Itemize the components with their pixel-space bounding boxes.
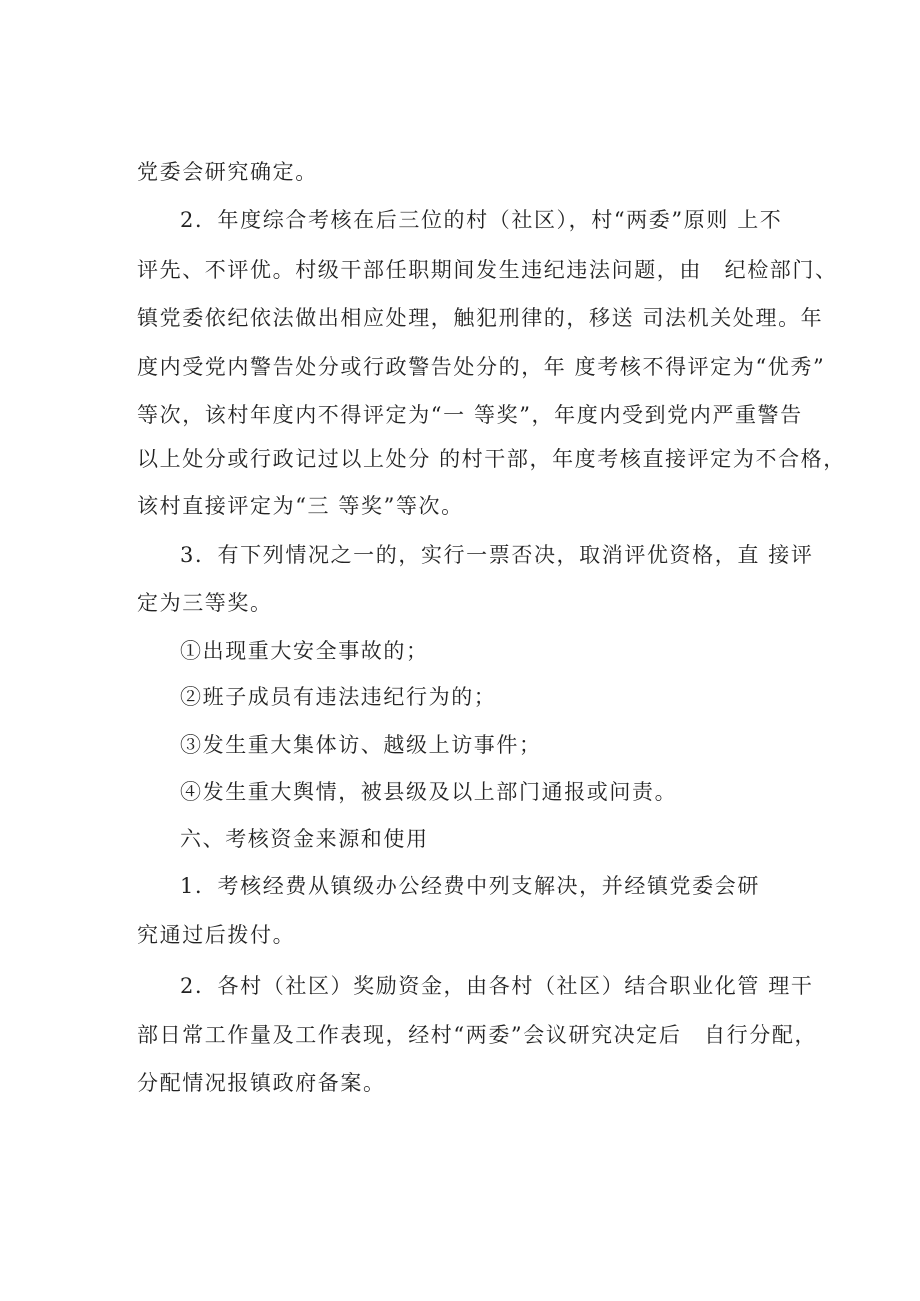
- paragraph-line: 镇党委依纪依法做出相应处理，触犯刑律的，移送 司法机关处理。年: [137, 306, 824, 330]
- paragraph-line: 以上处分或行政记过以上处分 的村干部，年度考核直接评定为不合格，: [137, 447, 846, 471]
- paragraph-line: 评先、不评优。村级干部任职期间发生违纪违法问题，由 纪检部门、: [137, 258, 838, 282]
- paragraph-line: 定为三等奖。: [137, 591, 273, 615]
- paragraph-line: 1．考核经费从镇级办公经费中列支解决，并经镇党委会研: [180, 874, 760, 898]
- list-item: ④发生重大舆情，被县级及以上部门通报或问责。: [180, 780, 678, 804]
- paragraph-line: 党委会研究确定。: [137, 160, 318, 184]
- paragraph-line: 究通过后拨付。: [137, 923, 296, 947]
- paragraph-line: 2．年度综合考核在后三位的村（社区），村“两委”原则 上不: [180, 208, 783, 232]
- paragraph-line: 2．各村（社区）奖励资金，由各村（社区）结合职业化管 理干: [180, 974, 814, 998]
- section-heading: 六、考核资金来源和使用: [180, 827, 429, 851]
- list-item: ①出现重大安全事故的；: [180, 639, 429, 663]
- paragraph-line: 等次，该村年度内不得评定为“一 等奖”，年度内受到党内严重警告: [137, 403, 803, 427]
- paragraph-line: 部日常工作量及工作表现，经村“两委”会议研究决定后 自行分配，: [137, 1023, 818, 1047]
- list-item: ②班子成员有违法违纪行为的；: [180, 685, 497, 709]
- list-item: ③发生重大集体访、越级上访事件；: [180, 733, 542, 757]
- paragraph-line: 3．有下列情况之一的，实行一票否决，取消评优资格，直 接评: [180, 543, 814, 567]
- paragraph-line: 该村直接评定为“三 等奖”等次。: [137, 494, 464, 518]
- paragraph-line: 分配情况报镇政府备案。: [137, 1071, 386, 1095]
- paragraph-line: 度内受党内警告处分或行政警告处分的，年 度考核不得评定为“优秀”: [137, 355, 826, 379]
